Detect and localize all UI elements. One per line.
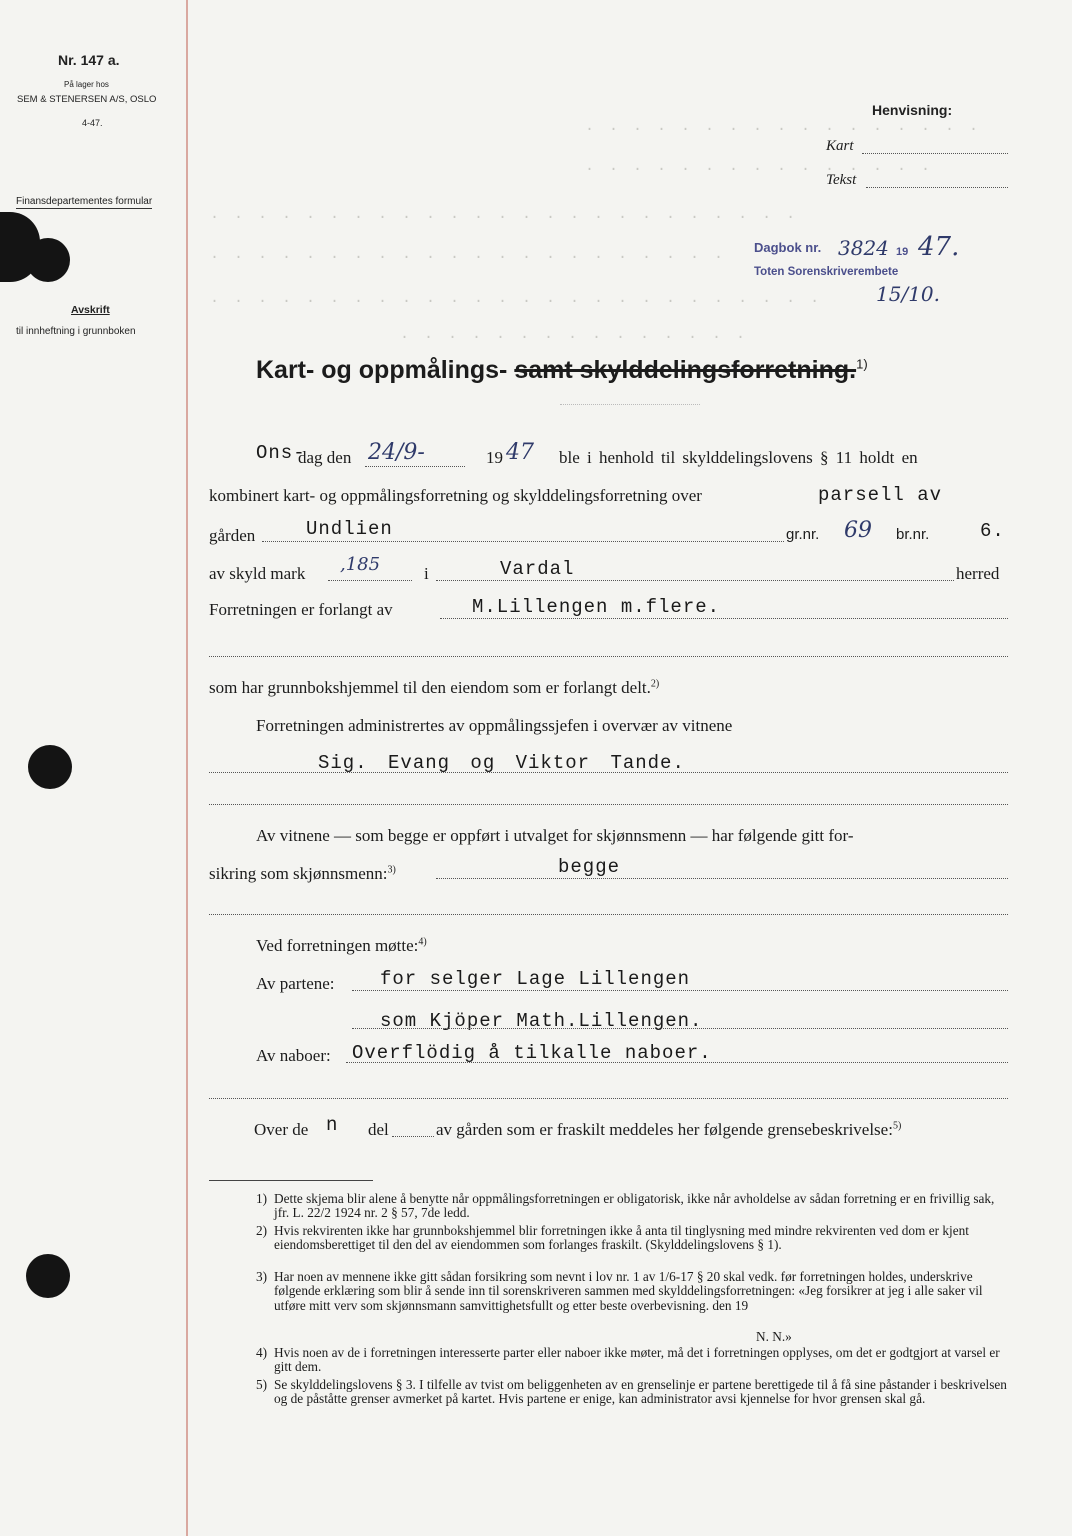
kart-rule — [862, 153, 1008, 154]
footnote-5: 5) Se skylddelingslovens § 3. I tilfelle av tvist om beliggenheten av en grenselinje er partene berettigede til å få sine påstander i beskrivelsen og de påståtte grenser avmerket på kartet. Hvis partene er enige, kan administrator avsi kjennelse for hvor grensen skal gå. — [256, 1377, 1007, 1407]
tekst-label: Tekst — [826, 172, 857, 188]
formular-label: Finansdepartementes formular — [16, 196, 153, 207]
punch-hole-1 — [26, 238, 70, 282]
begge-rule — [436, 878, 1008, 879]
line2-text: kombinert kart- og oppmålingsforretning og skylddelingsforretning over — [209, 486, 702, 505]
bleed-through-text: . . . . . . . . . . . . . . . . . . . . . . — [210, 246, 727, 263]
line1-a: dag den — [298, 448, 352, 467]
dagbok-label: Dagbok nr. — [754, 240, 822, 255]
vitner-line1: Av vitnene — som begge er oppført i utvalget for skjønnsmenn — har følgende gitt for- — [256, 826, 854, 845]
partene-label: Av partene: — [256, 974, 335, 993]
footnote-nn: N. N.» — [756, 1329, 792, 1344]
partene-rule-2 — [352, 1028, 1008, 1029]
naboer-label: Av naboer: — [256, 1046, 331, 1065]
herred-rule — [436, 580, 954, 581]
kart-label: Kart — [826, 138, 854, 154]
punch-hole-2 — [28, 745, 72, 789]
vitner-line2: sikring som skjønnsmenn:$^{3)}$ — [209, 864, 396, 883]
naboer-typed: Overflödig å tilkalle naboer. — [352, 1042, 712, 1064]
brnr-label: br.nr. — [896, 526, 930, 543]
partene-typed-2: som Kjöper Math.Lillengen. — [380, 1010, 703, 1032]
over-line-a: Over de — [254, 1120, 309, 1139]
avskrift-label: Avskrift — [71, 304, 110, 316]
line1-b: ble i henhold til skylddelingslovens § 11 holdt en — [559, 448, 918, 467]
garden-label: gården — [209, 526, 256, 545]
skyld-hand: ,185 — [340, 554, 381, 575]
bleed-through-text: . . . . . . . . . . . . . . . — [585, 158, 934, 175]
footnote-4: 4) Hvis noen av de i forretningen interesserte parter eller naboer ikke møter, må det i forretningen opplyses, om det er godtgjort at varsel er gitt dem. — [256, 1345, 1000, 1375]
grnr-value: 69 — [844, 518, 872, 543]
herred-typed: Vardal — [500, 558, 575, 580]
skyld-label: av skyld mark — [209, 564, 306, 583]
garden-rule — [262, 541, 784, 542]
weekday-typed: Ons- — [256, 442, 306, 464]
herred-label: herred — [956, 564, 1000, 583]
date-code: 4-47. — [82, 118, 103, 128]
grunnbok-line: som har grunnbokshjemmel til den eiendom som er forlangt delt.$^{2)}$ — [209, 678, 660, 697]
forlangt-typed: M.Lillengen m.flere. — [472, 596, 721, 618]
form-number: Nr. 147 a. — [58, 52, 120, 68]
blank-rule-1 — [209, 656, 1008, 657]
title-part2-struck: samt skylddelingsforretning. — [514, 356, 857, 384]
publisher-line1: På lager hos — [64, 80, 109, 89]
title-sup: 1) — [856, 356, 868, 372]
red-margin-line — [186, 0, 188, 1536]
over-typed: parsell av — [818, 484, 943, 506]
footnote-separator — [209, 1180, 373, 1181]
begge-typed: begge — [558, 856, 621, 878]
stamp-office: Toten Sorenskriverembete — [754, 266, 899, 278]
tekst-rule — [866, 187, 1008, 188]
date-hand: 24/9- — [368, 440, 425, 465]
form-title — [256, 356, 868, 385]
dagbok-number: 3824 — [838, 236, 889, 260]
vitner-typed: Sig. Evang og Viktor Tande. — [318, 752, 685, 774]
title-underline — [560, 404, 700, 405]
title-part1: Kart- og oppmålings- — [256, 356, 508, 384]
over-rule — [392, 1136, 434, 1137]
over-typed-n: n — [326, 1114, 339, 1136]
bleed-through-text: . . . . . . . . . . . . . . . . . . . . . . . . . — [210, 206, 799, 223]
stamp-date: 15/10. — [876, 282, 940, 306]
bleed-through-text: . . . . . . . . . . . . . . . — [400, 326, 749, 343]
bleed-through-text: . . . . . . . . . . . . . . . . . . . . . . . . . . — [210, 290, 823, 307]
partene-rule-1 — [352, 990, 1008, 991]
mote-line: Ved forretningen møtte:$^{4)}$ — [256, 936, 427, 955]
footnote-1: 1) Dette skjema blir alene å benytte når oppmålingsforretningen er obligatorisk, ikke når avholdelse av sådan forretning er en frivillig sak, jfr. L. 22/2 1924 nr. 2 § 57, 7de ledd. — [256, 1191, 995, 1221]
punch-hole-3 — [26, 1254, 70, 1298]
forlangt-label: Forretningen er forlangt av — [209, 600, 393, 619]
blank-rule-3 — [209, 1098, 1008, 1099]
brnr-value: 6. — [980, 520, 1005, 542]
partene-typed-1: for selger Lage Lillengen — [380, 968, 691, 990]
year-prefix: 19 — [486, 448, 503, 467]
vitner-rule-1 — [209, 772, 1008, 773]
vitner-rule-2 — [209, 804, 1008, 805]
grnr-label: gr.nr. — [786, 526, 820, 543]
date-rule — [365, 466, 465, 467]
bleed-through-text: . . . . . . . . . . . . . . . . . — [585, 118, 982, 135]
over-line-c: av gården som er fraskilt meddeles her følgende grensebeskrivelse:$^{5)}$ — [436, 1120, 902, 1139]
footnote-2: 2) Hvis rekvirenten ikke har grunnbokshjemmel blir forretningen ikke å anta til tinglysning med mindre rekvirenten ved dom er kjent eiendomsberettiget til den del av eiendommen som forlanges fraskilt. (Skylddelingslovens § 1). — [256, 1223, 969, 1253]
footnote-3: 3) Har noen av mennene ikke gitt sådan forsikring som nevnt i lov nr. 1 av 1/6-17 § 20 skal vedk. før forretningen holdes, underskrive følgende erklæring som blir å sende inn til sorenskriveren sammen med skylddelingsforretningen: «Jeg forsikrer at jeg i alle saker vil utføre mitt verv som skjønnsmann samvittighetsfullt og etter beste overbevisning. den 19 — [256, 1269, 983, 1313]
naboer-rule — [346, 1062, 1008, 1063]
blank-rule-2 — [209, 914, 1008, 915]
henvisning-label: Henvisning: — [872, 102, 953, 118]
skyld-rule — [328, 580, 412, 581]
dagbok-year-suffix: 47. — [918, 232, 960, 262]
i-label: i — [424, 564, 429, 583]
dagbok-year-prefix: 19 — [896, 246, 909, 258]
over-line-b: del — [368, 1120, 389, 1139]
admin-line: Forretningen administrertes av oppmålingssjefen i overvær av vitnene — [256, 716, 733, 735]
publisher-line2: SEM & STENERSEN A/S, OSLO — [17, 94, 157, 105]
year-hand: 47 — [506, 440, 534, 465]
avskrift-sub: til innheftning i grunnboken — [16, 326, 136, 337]
garden-typed: Undlien — [306, 518, 393, 540]
forlangt-rule — [440, 618, 1008, 619]
